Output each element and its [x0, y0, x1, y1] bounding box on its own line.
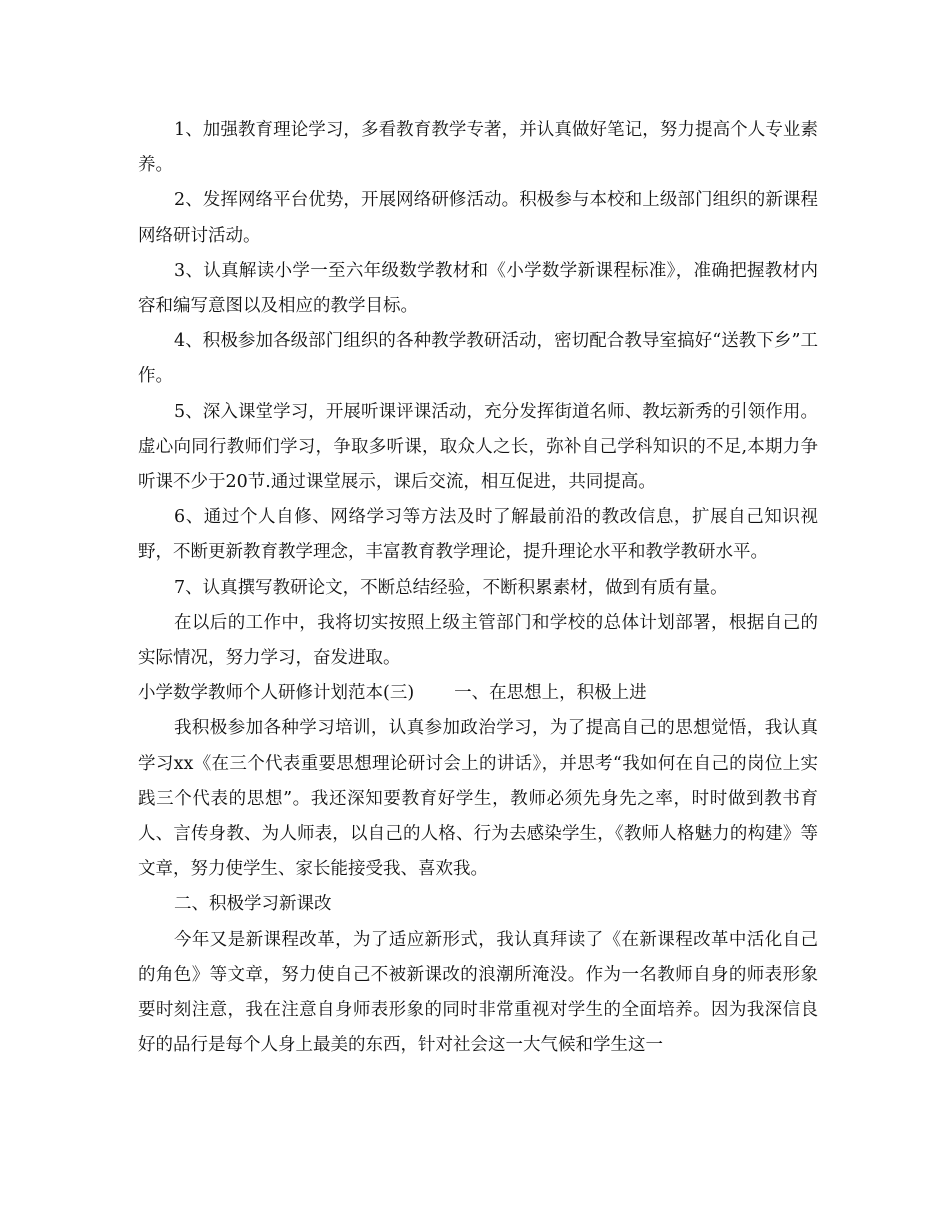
- paragraph-item-7: 7、认真撰写教研论文，不断总结经验，不断积累素材，做到有质有量。: [174, 577, 728, 598]
- section-title: 小学数学教师个人研修计划范本(三): [138, 683, 415, 704]
- section-header-line: [138, 676, 818, 711]
- paragraph-item-2: 2、发挥网络平台优势，开展网络研修活动。积极参与本校和上级部门组织的新课程网络研讨活动。: [138, 190, 818, 246]
- paragraph-item-4: 4、积极参加各级部门组织的各种教学教研活动，密切配合教导室搞好“送教下乡”工作。: [138, 331, 818, 387]
- section-heading-2: 二、积极学习新课改: [174, 894, 332, 915]
- paragraph-thought: 我积极参加各种学习培训，认真参加政治学习，为了提高自己的思想觉悟，我认真学习xx《在三个代表重要思想理论研讨会上的讲话》，并思考“我如何在自己的岗位上实践三个代表的思想”。我还深知要教育好学生，教师必须先身先之率，时时做到教书育人、言传身教、为人师表，以自己的人格、行为去感染学生，《教师人格魅力的构建》等文章，努力使学生、家长能接受我、喜欢我。: [138, 718, 818, 880]
- paragraph-item-3: 3、认真解读小学一至六年级数学教材和《小学数学新课程标准》，准确把握教材内容和编写意图以及相应的教学目标。: [138, 260, 818, 317]
- section-first-heading: 一、在思想上，积极上进: [454, 683, 647, 704]
- paragraph-new-curriculum: 今年又是新课程改革，为了适应新形式，我认真拜读了《在新课程改革中活化自己的角色》等文章，努力使自己不被新课改的浪潮所淹没。作为一名教师自身的师表形象要时刻注意，我在注意自身师表形象的同时非常重视对学生的全面培养。因为我深信良好的品行是每个人身上最美的东西，针对社会这一大气候和学生这一: [138, 929, 818, 1056]
- paragraph-item-5: 5、深入课堂学习，开展听课评课活动，充分发挥街道名师、教坛新秀的引领作用。虚心向同行教师们学习，争取多听课，取众人之长，弥补自己学科知识的不足,本期力争听课不少于20节.通过课堂展示，课后交流，相互促进，共同提高。: [138, 401, 818, 493]
- paragraph-conclusion: 在以后的工作中，我将切实按照上级主管部门和学校的总体计划部署，根据自己的实际情况，努力学习，奋发进取。: [138, 612, 818, 669]
- paragraph-item-6: 6、通过个人自修、网络学习等方法及时了解最前沿的教改信息，扩展自己知识视野，不断更新教育教学理念，丰富教育教学理论，提升理论水平和教学教研水平。: [138, 507, 818, 563]
- paragraph-item-1: 1、加强教育理论学习，多看教育教学专著，并认真做好笔记，努力提高个人专业素养。: [138, 120, 818, 176]
- document-body: [138, 113, 818, 1063]
